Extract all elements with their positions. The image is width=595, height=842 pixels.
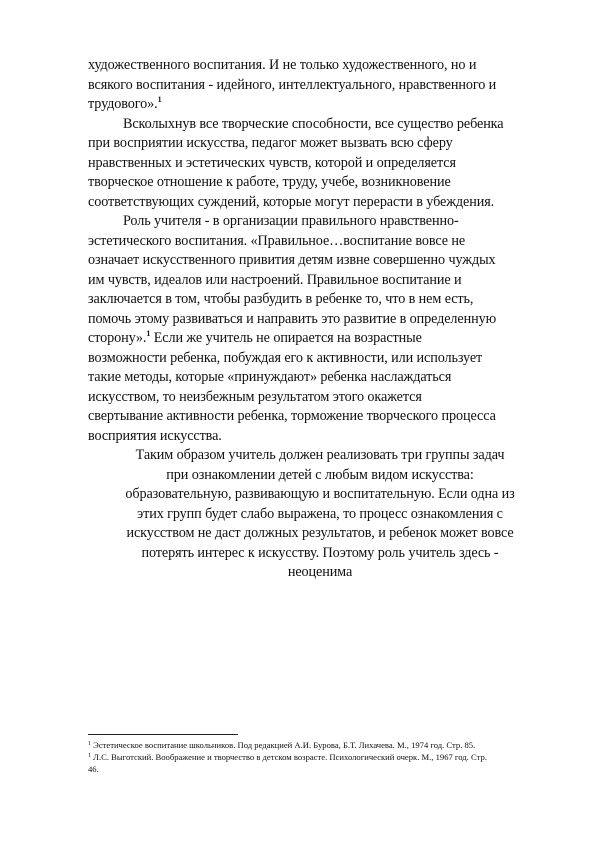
text-line: при восприятии искусства, педагог может вызвать всю сферу [88,135,453,151]
text-line: свертывание активности ребенка, торможение творческого процесса [88,408,496,424]
paragraph-3 [88,212,558,446]
footnote-1 [88,739,558,751]
text-line: им чувств, идеалов или настроений. Правильное воспитание и [88,271,462,288]
text-line: означает искусственного привития детям извне совершенно чуждых [88,252,496,268]
footnote-reference[interactable]: 1 [146,329,151,338]
footnote-mark: 1 [88,753,91,759]
text-line: такие методы, которые «принуждают» ребенка наслаждаться [88,369,452,385]
text-line: восприятия искусства. [88,427,222,444]
paragraph-1 [88,56,558,115]
body-text [88,56,558,583]
text-line: творческое отношение к работе, труду, учебе, возникновение [88,174,451,190]
text-line: нравственных и эстетических чувств, которой и определяется [88,154,456,171]
text-line: образовательную, развивающую и воспитательную. Если одна из [125,486,515,502]
text-line: соответствующих суждений, которые могут перерасти в убеждения. [88,193,495,210]
text-line: художественного воспитания. И не только художественного, но и [88,57,477,73]
footnote-text: 46. [88,764,99,774]
text-line: этих групп будет слабо выражена, то процесс ознакомления с [137,505,503,522]
text-line: Таким образом учитель должен реализовать три группы задач [135,447,505,463]
text-line: Если же учитель не опирается на возрастные [150,330,422,346]
text-line: потерять интерес к искусству. Поэтому роль учитель здесь - [141,544,499,561]
paragraph-4 [88,446,558,583]
text-line: искусством не даст должных результатов, и ребенок может вовсе [126,525,514,541]
footnote-2 [88,751,558,775]
text-line: эстетического воспитания. «Правильное…воспитание вовсе не [88,232,466,249]
footnotes [88,739,558,775]
text-line: трудового». [88,96,158,112]
text-line: Всколыхнув все творческие способности, все существо ребенка [123,115,504,132]
paragraph-2 [88,115,558,213]
footnote-text: Л.С. Выготский. Воображение и творчество в детском возрасте. Психологический очерк. М., 1967 год. Стр. [91,752,487,762]
footnote-separator [88,734,238,735]
text-line: искусством, то неизбежным результатом этого окажется [88,388,422,405]
text-line: заключается в том, чтобы разбудить в ребенке то, что в нем есть, [88,291,474,307]
text-line: возможности ребенка, побуждая его к активности, или использует [88,349,483,366]
footnote-mark: 1 [88,741,91,747]
text-line: при ознакомлении детей с любым видом искусства: [166,466,474,483]
footnote-text: Эстетическое воспитание школьников. Под редакцией А.И. Бурова, Б.Т. Лихачева. М., 1974 год. Стр. 85. [91,740,476,750]
footnote-reference[interactable]: 1 [157,95,162,104]
text-line: сторону». [88,330,147,346]
text-line: Роль учителя - в организации правильного нравственно- [123,213,459,229]
text-line: всякого воспитания - идейного, интеллектуального, нравственного и [88,76,497,93]
text-line: неоценима [287,564,353,580]
text-line: помочь этому развиваться и направить это развитие в определенную [88,310,497,327]
